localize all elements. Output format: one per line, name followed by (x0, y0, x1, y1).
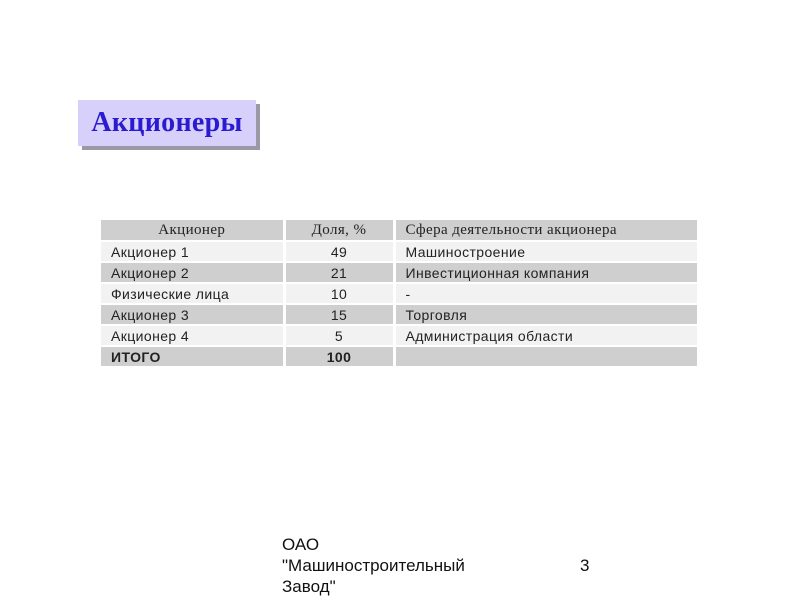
cell-share: 15 (284, 304, 394, 325)
cell-shareholder: Акционер 4 (101, 325, 284, 346)
table-row (101, 262, 697, 283)
cell-shareholder: Физические лица (101, 283, 284, 304)
slide-title-box (78, 100, 256, 146)
cell-share: 49 (284, 241, 394, 262)
cell-activity: - (394, 283, 697, 304)
total-label: ИТОГО (101, 346, 284, 367)
cell-activity: Торговля (394, 304, 697, 325)
cell-share: 10 (284, 283, 394, 304)
slide-title: Акционеры (91, 107, 243, 138)
table-row (101, 283, 697, 304)
cell-activity: Инвестиционная компания (394, 262, 697, 283)
cell-shareholder: Акционер 2 (101, 262, 284, 283)
cell-shareholder: Акционер 1 (101, 241, 284, 262)
table-total-row (101, 346, 697, 367)
table-header-row (101, 220, 697, 241)
column-header-shareholder: Акционер (101, 220, 284, 241)
page-number: 3 (580, 556, 590, 575)
cell-share: 21 (284, 262, 394, 283)
table-row (101, 241, 697, 262)
column-header-share: Доля, % (284, 220, 394, 241)
total-share: 100 (284, 346, 394, 367)
footer-company: ОАО "Машиностроительный Завод" (282, 535, 465, 596)
cell-activity: Администрация области (394, 325, 697, 346)
cell-activity: Машиностроение (394, 241, 697, 262)
cell-shareholder: Акционер 3 (101, 304, 284, 325)
column-header-activity: Сфера деятельности акционера (394, 220, 697, 241)
total-activity (394, 346, 697, 367)
cell-share: 5 (284, 325, 394, 346)
shareholders-table (101, 220, 697, 368)
table-row (101, 304, 697, 325)
table-row (101, 325, 697, 346)
